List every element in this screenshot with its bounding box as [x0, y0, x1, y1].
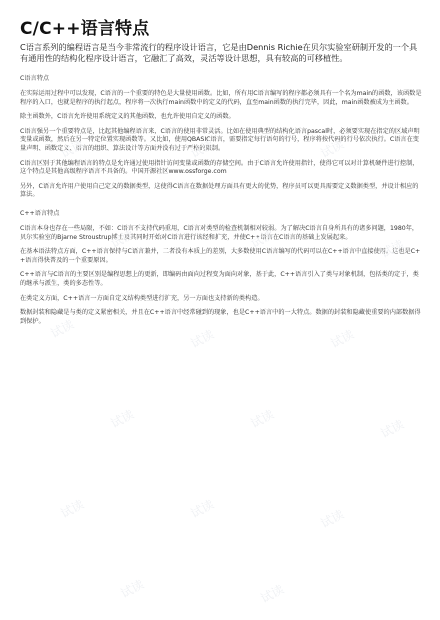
watermark: 试读	[248, 407, 277, 431]
paragraph-5: 另外，C语言允许用户使用自己定义的数据类型，这使得C语言在数据处理方面具有更大的优势，程序员可以更具需要定义数据类型，并设计相应的算法。	[20, 182, 419, 199]
document-body	[20, 74, 424, 332]
watermark: 试读	[378, 417, 407, 441]
watermark: 试读	[378, 237, 407, 261]
paragraph-8: C++语言与C语言的主要区别是编程思想上的更新，即编码由面向过程变为面向对象，基于此，C++语言引入了类与对象机制，包括类的定于，类的继承与派生，类的多态性等。	[20, 271, 419, 287]
paragraph-6: C语言本身也存在一些局限，不如：C语言不支持代码重用，C语言对类型的检查机制相对较弱。为了解决C语言自身所具有的诸多问题，1980年，贝尔实验室的Bjarne Stroustrup博士及其同时开始对C语言进行该经和扩充，并使C++语言在C语言的基础上发展起来。	[20, 224, 419, 241]
paragraph-2: 除主函数外，C语言允许使用系统定义的其他函数，也允许使用自定义的函数。	[20, 113, 235, 121]
paragraph-3: C语言强另一个重要特点是，比起其他编程语言来，C语言的使用非常灵活。比如在使用典型的结构化语言pascal时，必须要实现在指定的区域声明变量或函数，然后在另一特定位置实现函数等。又比如，使用QBASIC语言，需要指定每行语句的行号，程序将按代码的行号依次执行。C语言在变量声明、函数定义、语言的组织、算法设计等方面并没有过于严格的限制。	[20, 127, 420, 152]
watermark: 试读	[108, 407, 137, 431]
paragraph-1: 在实际运用过程中可以发现，C语言的一个重要的特色是大量使用函数。比如，所有用C语言编写的程序都必须具有一个名为main的函数，该函数是程序的入口，也就是程序的执行起点，程序将一次执行main函数中的定义的代码，直至main函数的执行完毕，因此，main函数被成为主函数。	[20, 90, 422, 106]
watermark: 试读	[258, 582, 287, 606]
watermark: 试读	[188, 137, 217, 161]
watermark: 试读	[118, 577, 147, 601]
paragraph-4: C语言区别于其他编程语言的特点是允许通过使用指针访问变量或函数的存储空间。由于C语言允许使用指针，使得它可以对计算机硬件进行控制，这个特点是其他高级程序语言不具备的。中国开源社区www.ossforge.com	[20, 159, 419, 176]
watermark: 试读	[248, 227, 277, 251]
section-heading-c: C语言特点	[20, 75, 50, 82]
paragraph-7: 在基本语法特点方面，C++语言保持与C语言兼并，二者没有本质上的差别，大多数使用C语言编写的代码可以在C++语言中直接使用。这也是C++语言得快普及的一个重要原因。	[20, 248, 421, 264]
paragraph-9: 在类定义方面，C++语言一方面自定义结构类型进行扩充，另一方面也支持新的类构造。	[20, 294, 264, 302]
paragraph-10: 数据封装和隐藏是与类的定义紧密相关，并且在C++语言中经常碰到的现象，也是C++语言中的一大特点。数据的封装和隐藏使重要的内部数据得到保护。	[20, 309, 421, 325]
intro-paragraph: C语言系列的编程语言是当今非常流行的程序设计语言，它是由Dennis Richie在贝尔实验室研制开发的一个具有通用性的结构化程序设计语言，它融汇了高效，灵活等设计思想，具有较高的可移植性。	[20, 42, 418, 63]
watermark: 试读	[58, 137, 87, 161]
watermark: 试读	[318, 137, 347, 161]
watermark: 试读	[108, 227, 137, 251]
watermark: 试读	[188, 497, 217, 521]
watermark: 试读	[58, 497, 87, 521]
page-title: C/C++语言特点	[20, 19, 150, 39]
watermark: 试读	[48, 317, 77, 341]
watermark: 试读	[318, 507, 347, 531]
watermark: 试读	[188, 327, 217, 351]
section-heading-cpp: C++语言特点	[20, 209, 60, 217]
watermark: 试读	[328, 327, 357, 351]
